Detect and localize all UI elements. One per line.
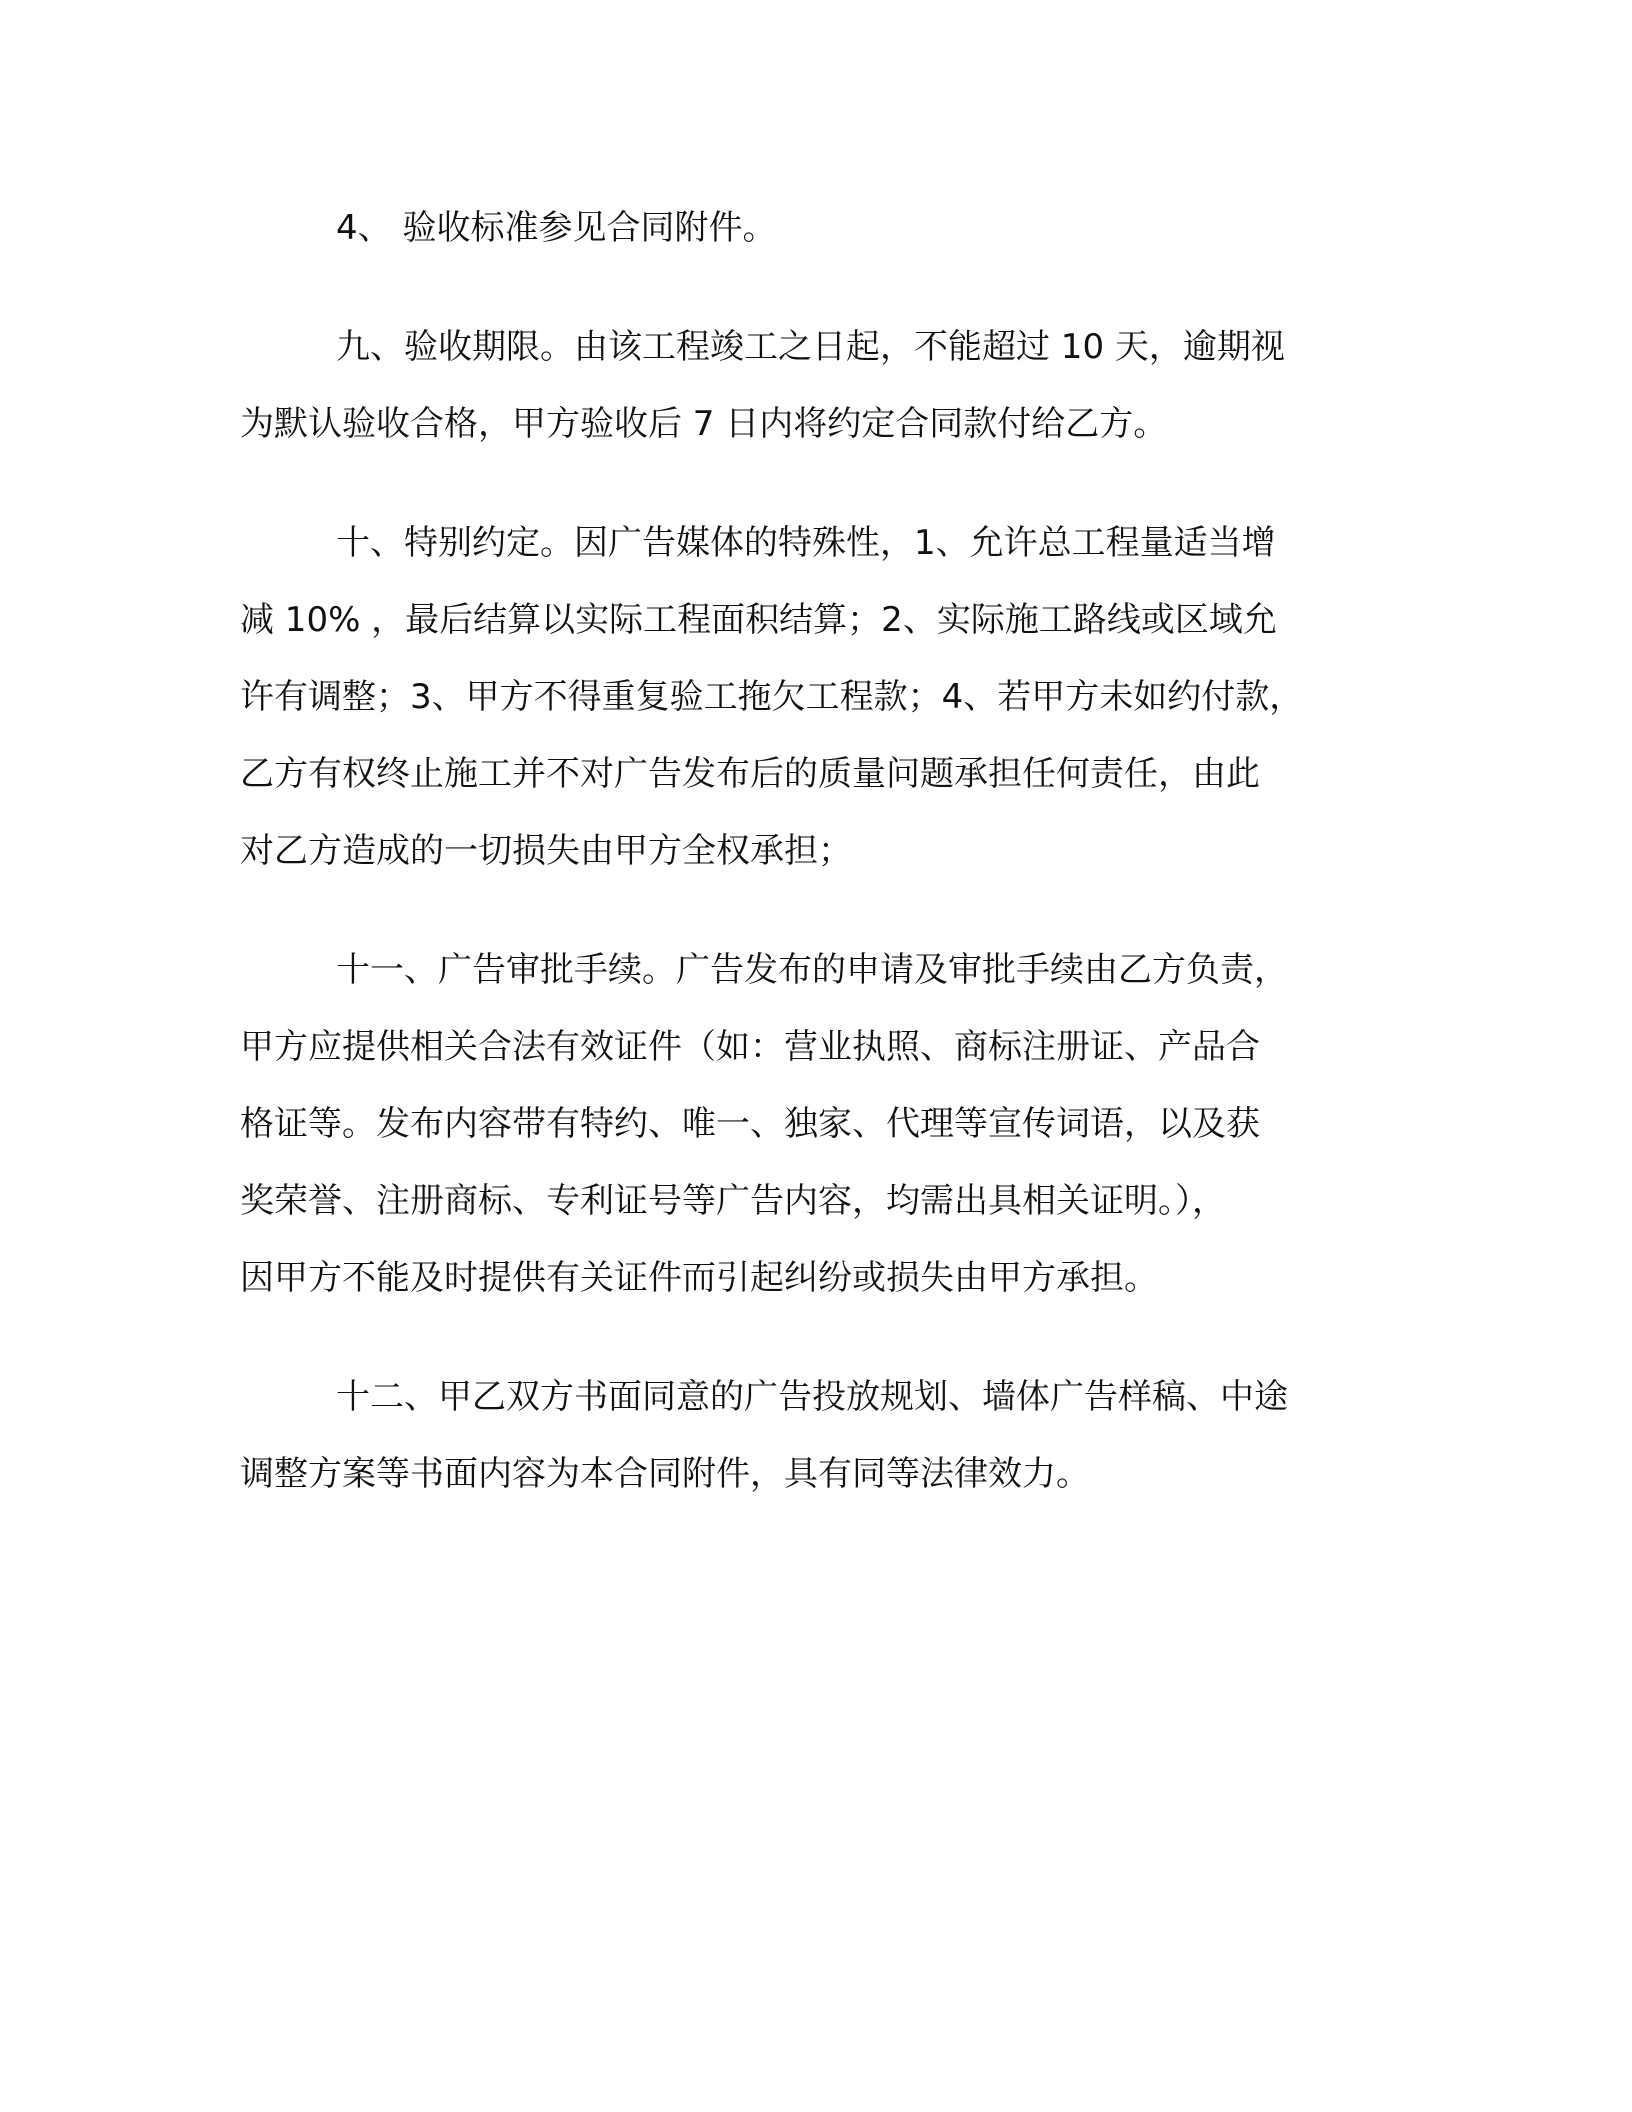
clause-12-attachments bbox=[240, 1359, 1380, 1513]
paragraph-line: 十一、广告审批手续。广告发布的申请及审批手续由乙方负责， bbox=[336, 950, 1288, 990]
paragraph-line: 甲方应提供相关合法有效证件（如：营业执照、商标注册证、产品合 bbox=[240, 1027, 1260, 1067]
paragraph-line: 为默认验收合格，甲方验收后 7 日内将约定合同款付给乙方。 bbox=[240, 404, 1168, 444]
paragraph-line: 对乙方造成的一切损失由甲方全权承担； bbox=[240, 831, 852, 871]
paragraph-line: 许有调整；3、甲方不得重复验工拖欠工程款；4、若甲方未如约付款， bbox=[240, 677, 1304, 717]
clause-11-approval-procedures bbox=[240, 932, 1380, 1317]
clause-10-special-agreement bbox=[240, 505, 1380, 890]
paragraph-line: 格证等。发布内容带有特约、唯一、独家、代理等宣传词语，以及获 bbox=[240, 1104, 1260, 1144]
paragraph-line: 十二、甲乙双方书面同意的广告投放规划、墙体广告样稿、中途 bbox=[336, 1377, 1288, 1417]
paragraph-line: 因甲方不能及时提供有关证件而引起纠纷或损失由甲方承担。 bbox=[240, 1258, 1158, 1298]
paragraph-line: 奖荣誉、注册商标、专利证号等广告内容，均需出具相关证明。）， bbox=[240, 1181, 1226, 1221]
paragraph-line: 减 10% ，最后结算以实际工程面积结算；2、实际施工路线或区域允 bbox=[240, 600, 1277, 640]
clause-9-acceptance-period bbox=[240, 309, 1380, 463]
clause-8-item-4 bbox=[240, 190, 1380, 267]
paragraph-line: 乙方有权终止施工并不对广告发布后的质量问题承担任何责任，由此 bbox=[240, 754, 1260, 794]
paragraph-line: 九、验收期限。由该工程竣工之日起，不能超过 10 天，逾期视 bbox=[336, 327, 1285, 367]
paragraph-line: 4、 验收标准参见合同附件。 bbox=[336, 208, 777, 248]
paragraph-line: 十、特别约定。因广告媒体的特殊性，1、允许总工程量适当增 bbox=[336, 523, 1276, 563]
document-body bbox=[240, 190, 1380, 1555]
paragraph-line: 调整方案等书面内容为本合同附件，具有同等法律效力。 bbox=[240, 1454, 1090, 1494]
